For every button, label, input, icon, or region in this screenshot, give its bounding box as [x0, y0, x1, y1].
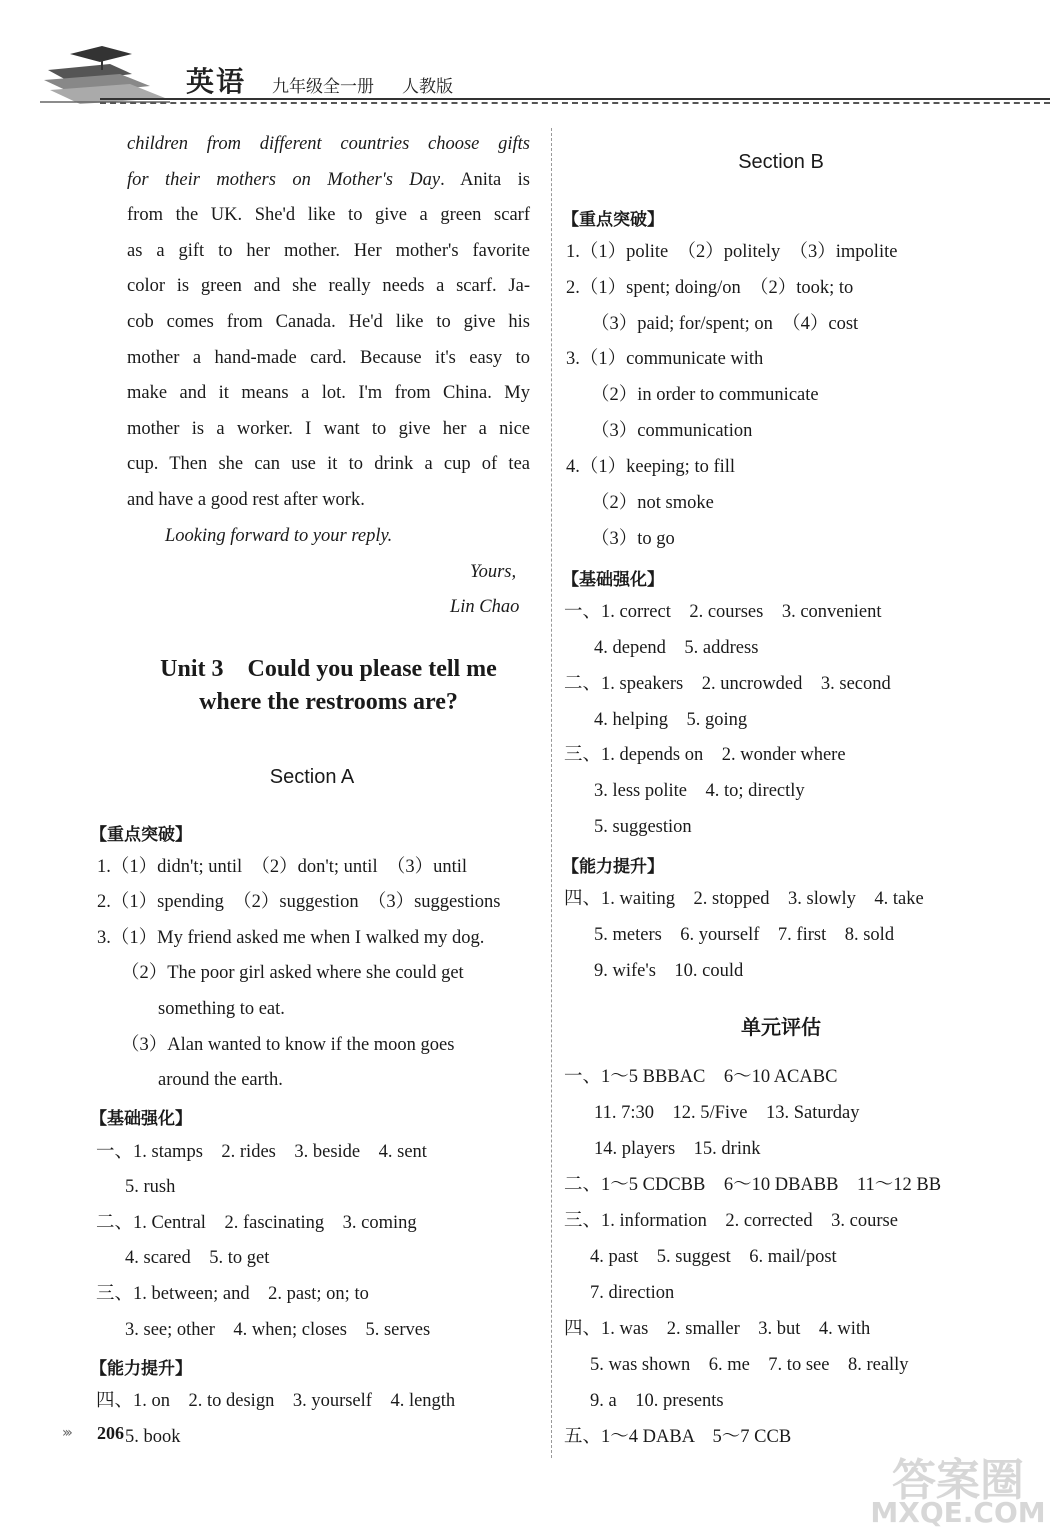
answer-line: 5. suggestion [594, 817, 692, 837]
answer-line: （3）Alan wanted to know if the moon goes [121, 1035, 455, 1055]
answer-line: 1.（1）polite （2）politely （3）impolite [566, 242, 898, 262]
answer-line: （2）in order to communicate [591, 385, 819, 405]
answer-line: 一、1. stamps 2. rides 3. beside 4. sent [96, 1142, 427, 1162]
answer-line: 3. see; other 4. when; closes 5. serves [125, 1320, 431, 1340]
answer-line: 二、1～5 CDCBB 6～10 DBABB 11～12 BB [564, 1175, 942, 1195]
answer-line: 7. direction [590, 1283, 675, 1303]
answer-line: 9. wife's 10. could [594, 961, 744, 981]
answer-line: 5. was shown 6. me 7. to see 8. really [590, 1355, 909, 1375]
heading-basic-strengthening: 【基础强化】 [90, 1109, 192, 1129]
answer-line: 4. past 5. suggest 6. mail/post [590, 1247, 837, 1267]
answer-line: 四、1. waiting 2. stopped 3. slowly 4. take [564, 889, 924, 909]
answer-line: 2.（1）spent; doing/on （2）took; to [566, 278, 854, 298]
unit-title-line-2: where the restrooms are? [199, 689, 458, 715]
answer-line: 9. a 10. presents [590, 1391, 724, 1411]
answer-line: 二、1. speakers 2. uncrowded 3. second [564, 674, 891, 694]
page-arrows-icon: ››› [62, 1425, 70, 1441]
header-rule-dashed [100, 102, 1050, 104]
letter-line: cob comes from Canada. He'd like to give his [127, 312, 530, 332]
books-logo-icon [40, 40, 170, 106]
answer-line: （3）communication [591, 421, 753, 441]
heading-key-points: 【重点突破】 [562, 210, 664, 230]
letter-line: cup. Then she can use it to drink a cup of tea [127, 454, 530, 474]
letter-line: mother is a worker. I want to give her a nice [127, 419, 530, 439]
letter-line: from the UK. She'd like to give a green scarf [127, 205, 530, 225]
answer-line: 5. book [125, 1427, 181, 1447]
column-divider [551, 128, 552, 1458]
page-header [0, 0, 1052, 110]
answer-line: 四、1. on 2. to design 3. yourself 4. length [96, 1391, 456, 1411]
header-edition: 人教版 [402, 77, 453, 97]
answer-line: 五、1～4 DABA 5～7 CCB [564, 1427, 792, 1447]
letter-line: make and it means a lot. I'm from China. My [127, 383, 530, 403]
answer-line: 四、1. was 2. smaller 3. but 4. with [564, 1319, 871, 1339]
letter-closing: Looking forward to your reply. [165, 526, 393, 546]
answer-line: 三、1. between; and 2. past; on; to [96, 1284, 369, 1304]
letter-line: as a gift to her mother. Her mother's favorite [127, 241, 530, 261]
answer-line: 4.（1）keeping; to fill [566, 457, 736, 477]
letter-signature: Lin Chao [450, 597, 520, 617]
answer-line: 一、1～5 BBBAC 6～10 ACABC [564, 1067, 838, 1087]
watermark-top-text: 答案圈 [892, 1455, 1024, 1506]
heading-ability-improvement: 【能力提升】 [562, 857, 664, 877]
answer-line: （2）not smoke [591, 493, 714, 513]
section-a-title: Section A [269, 766, 355, 788]
answer-line: 2.（1）spending （2）suggestion （3）suggestions [97, 892, 501, 912]
header-rule [100, 98, 1050, 100]
section-b-title: Section B [738, 151, 824, 173]
answer-line: 5. meters 6. yourself 7. first 8. sold [594, 925, 895, 945]
unit-title-line-1: Unit 3 Could you please tell me [160, 656, 497, 682]
header-subject: 英语 [186, 65, 247, 98]
letter-line: and have a good rest after work. [127, 490, 365, 510]
answer-line: 3. less polite 4. to; directly [594, 781, 805, 801]
answer-line: 二、1. Central 2. fascinating 3. coming [96, 1213, 417, 1233]
answer-line: something to eat. [158, 999, 285, 1019]
answer-line: 一、1. correct 2. courses 3. convenient [564, 602, 882, 622]
watermark-logo [870, 1444, 1046, 1532]
answer-line: 11. 7:30 12. 5/Five 13. Saturday [594, 1103, 860, 1123]
header-grade: 九年级全一册 [272, 77, 374, 97]
letter-line: children from different countries choose gifts [127, 134, 530, 154]
answer-line: around the earth. [158, 1070, 283, 1090]
answer-line: 14. players 15. drink [594, 1139, 761, 1159]
letter-line: for their mothers on Mother's Day. Anita is [127, 170, 530, 190]
answer-line: 5. rush [125, 1177, 176, 1197]
answer-line: 4. helping 5. going [594, 710, 748, 730]
answer-line: 3.（1）My friend asked me when I walked my dog. [97, 928, 485, 948]
heading-basic-strengthening: 【基础强化】 [562, 570, 664, 590]
answer-line: 三、1. information 2. corrected 3. course [564, 1211, 898, 1231]
answer-line: （2）The poor girl asked where she could get [121, 963, 464, 983]
letter-line: color is green and she really needs a scarf. Ja- [127, 276, 530, 296]
letter-line: mother a hand-made card. Because it's easy to [127, 348, 530, 368]
answer-line: 4. depend 5. address [594, 638, 759, 658]
letter-yours: Yours, [470, 562, 517, 582]
answer-line: 3.（1）communicate with [566, 349, 764, 369]
answer-line: 4. scared 5. to get [125, 1248, 270, 1268]
heading-unit-assessment: 单元评估 [741, 1015, 821, 1039]
answer-line: （3）paid; for/spent; on （4）cost [591, 314, 859, 334]
answer-line: 1.（1）didn't; until （2）don't; until （3）until [97, 857, 468, 877]
answer-line: （3）to go [591, 529, 675, 549]
page-number: 206 [97, 1423, 124, 1443]
heading-ability-improvement: 【能力提升】 [90, 1359, 192, 1379]
answer-line: 三、1. depends on 2. wonder where [564, 745, 846, 765]
watermark-bottom-text: MXQE.COM [870, 1496, 1046, 1529]
heading-key-points: 【重点突破】 [90, 825, 192, 845]
